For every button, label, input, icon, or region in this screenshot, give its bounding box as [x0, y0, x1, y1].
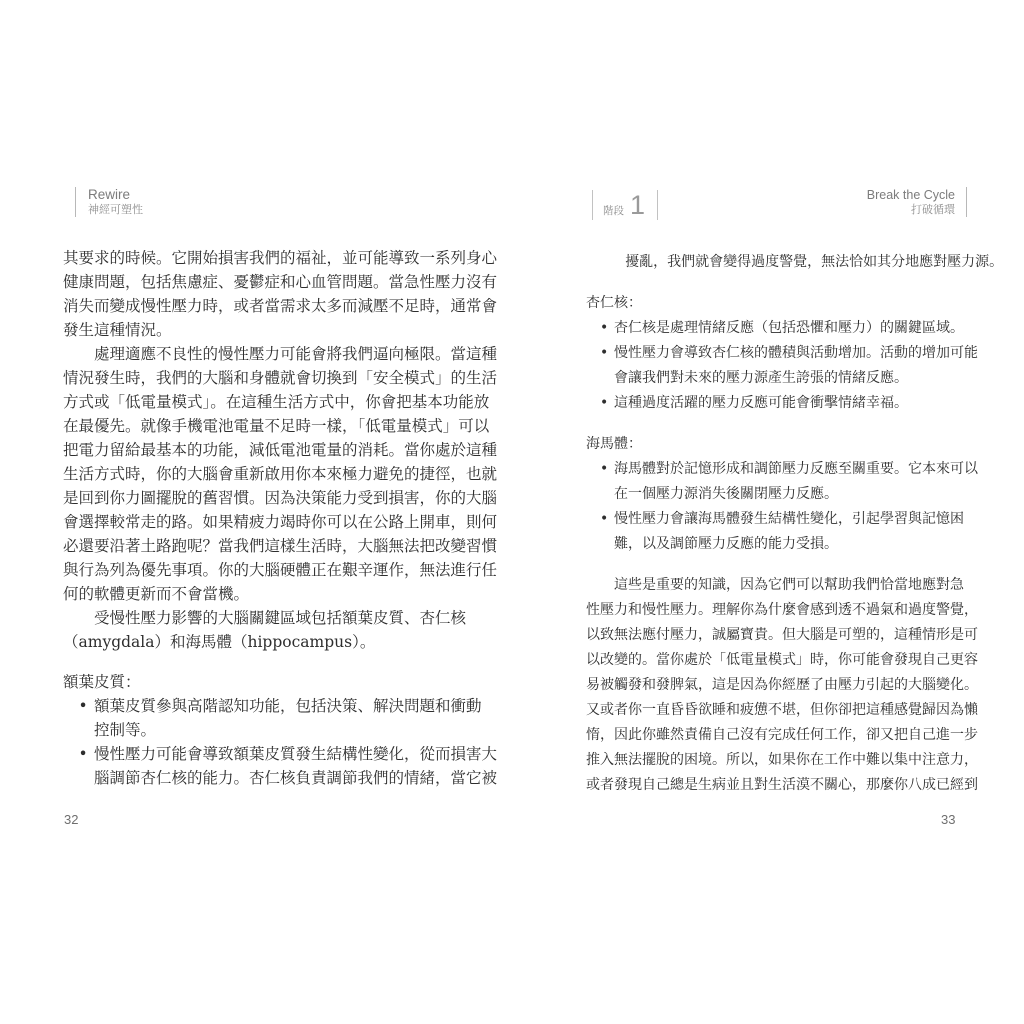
- list-item: [63, 694, 505, 718]
- text-line: 發生這種情況。: [63, 321, 172, 339]
- text-line: 處理適應不良性的慢性壓力可能會將我們逼向極限。當這種: [94, 345, 498, 363]
- text-line: 何的軟體更新而不會當機。: [63, 585, 250, 603]
- stage-label: 階段: [603, 204, 624, 217]
- list-item: [586, 457, 978, 482]
- text-line: 又或者你一直昏昏欲睡和疲憊不堪，但你卻把這種感覺歸因為懶: [586, 702, 978, 718]
- bullet-icon: •: [600, 345, 609, 361]
- bullet-icon: •: [600, 320, 609, 336]
- text-line: 或者發現自己總是生病並且對生活漠不關心，那麼你八成已經到: [586, 777, 978, 793]
- chapter-title-zh: 打破循環: [911, 204, 955, 216]
- text-line: 腦調節杏仁核的能力。杏仁核負責調節我們的情緒，當它被: [94, 769, 498, 787]
- stage-marker: [592, 189, 658, 221]
- text-line: 慢性壓力會導致杏仁核的體積與活動增加。活動的增加可能: [614, 345, 978, 361]
- text-line: 會讓我們對未來的壓力源產生誇張的情緒反應。: [614, 370, 908, 386]
- text-line: 海馬體對於記憶形成和調節壓力反應至關重要。它本來可以: [614, 461, 978, 477]
- right-page-body: [586, 250, 1004, 798]
- text-line: 難，以及調節壓力反應的能力受損。: [614, 536, 838, 552]
- text-line: 把電力留給最基本的功能，減低電池電量的消耗。當你處於這種: [63, 441, 498, 459]
- book-title-en: Rewire: [88, 187, 131, 202]
- divider-bar: [592, 190, 593, 220]
- bullet-icon: •: [78, 745, 88, 763]
- text-line: 慢性壓力會讓海馬體發生結構性變化，引起學習與記憶困: [614, 511, 964, 527]
- list-item: [586, 507, 966, 532]
- text-line: 擾亂，我們就會變得過度警覺，無法恰如其分地應對壓力源。: [625, 254, 1004, 270]
- text-line: 控制等。: [94, 721, 157, 739]
- text-line: 健康問題，包括焦慮症、憂鬱症和心血管問題。當急性壓力沒有: [63, 273, 498, 291]
- stage-number: 1: [630, 189, 646, 220]
- text-line: 生活方式時，你的大腦會重新啟用你本來極力避免的捷徑，也就: [63, 465, 498, 483]
- text-line: 以致無法應付壓力，誠屬寶貴。但大腦是可塑的，這種情形是可: [586, 627, 978, 643]
- text-line: （amygdala）和海馬體（hippocampus）。: [63, 633, 376, 651]
- text-line: 會選擇較常走的路。如果精疲力竭時你可以在公路上開車，則何: [63, 513, 498, 531]
- divider-bar: [657, 190, 658, 220]
- text-line: 易被觸發和發脾氣，這是因為你經歷了由壓力引起的大腦變化。: [586, 677, 978, 693]
- text-line: 額葉皮質參與高階認知功能，包括決策、解決問題和衝動: [94, 697, 482, 715]
- text-line: 推入無法擺脫的困境。所以，如果你在工作中難以集中注意力，: [586, 752, 978, 768]
- text-line: 性壓力和慢性壓力。理解你為什麼會感到透不過氣和過度警覺，: [586, 602, 978, 618]
- text-line: 以改變的。當你處於「低電量模式」時，你可能會發現自己更容: [586, 652, 978, 668]
- text-line: 其要求的時候。它開始損害我們的福祉，並可能導致一系列身心: [63, 249, 498, 267]
- text-line: 與行為列為優先事項。你的大腦硬體正在艱辛運作，無法進行任: [63, 561, 498, 579]
- right-page-header: [867, 187, 967, 217]
- text-line: 方式或「低電量模式」。在這種生活方式中，你會把基本功能放: [63, 393, 490, 411]
- text-line: 慢性壓力可能會導致額葉皮質發生結構性變化，從而損害大: [94, 745, 498, 763]
- list-item: [586, 341, 978, 366]
- text-line: 這種過度活躍的壓力反應可能會衝擊情緒幸福。: [614, 395, 908, 411]
- text-line: 受慢性壓力影響的大腦關鍵區域包括額葉皮質、杏仁核: [94, 609, 467, 627]
- list-item: [586, 316, 966, 341]
- book-title-zh: 神經可塑性: [88, 204, 143, 216]
- list-item: [586, 391, 966, 416]
- text-line: 是回到你力圖擺脫的舊習慣。因為決策能力受到損害，你的大腦: [63, 489, 498, 507]
- heading-frontal-cortex: 額葉皮質：: [63, 673, 141, 691]
- text-line: 必還要沿著土路跑呢？當我們這樣生活時，大腦無法把改變習慣: [63, 537, 498, 555]
- text-line: 在最優先。就像手機電池電量不足時一樣，「低電量模式」可以: [63, 417, 490, 435]
- heading-amygdala: 杏仁核：: [586, 295, 642, 311]
- page-number-right: 33: [941, 812, 956, 827]
- heading-hippocampus: 海馬體：: [586, 436, 642, 452]
- bullet-icon: •: [600, 511, 609, 527]
- bullet-icon: •: [600, 395, 609, 411]
- left-page-body: [63, 246, 505, 790]
- text-line: 情況發生時，我們的大腦和身體就會切換到「安全模式」的生活: [63, 369, 498, 387]
- page-number-left: 32: [64, 812, 79, 827]
- left-page-header: [75, 187, 143, 217]
- text-line: 在一個壓力源消失後關閉壓力反應。: [614, 486, 838, 502]
- list-item: [63, 742, 505, 766]
- bullet-icon: •: [600, 461, 609, 477]
- text-line: 這些是重要的知識，因為它們可以幫助我們恰當地應對急: [614, 577, 964, 593]
- text-line: 惰，因此你雖然責備自己沒有完成任何工作，卻又把自己進一步: [586, 727, 978, 743]
- text-line: 杏仁核是處理情緒反應（包括恐懼和壓力）的關鍵區域。: [614, 320, 964, 336]
- text-line: 消失而變成慢性壓力時，或者當需求太多而減壓不足時，通常會: [63, 297, 498, 315]
- chapter-title-en: Break the Cycle: [866, 188, 955, 202]
- bullet-icon: •: [78, 697, 88, 715]
